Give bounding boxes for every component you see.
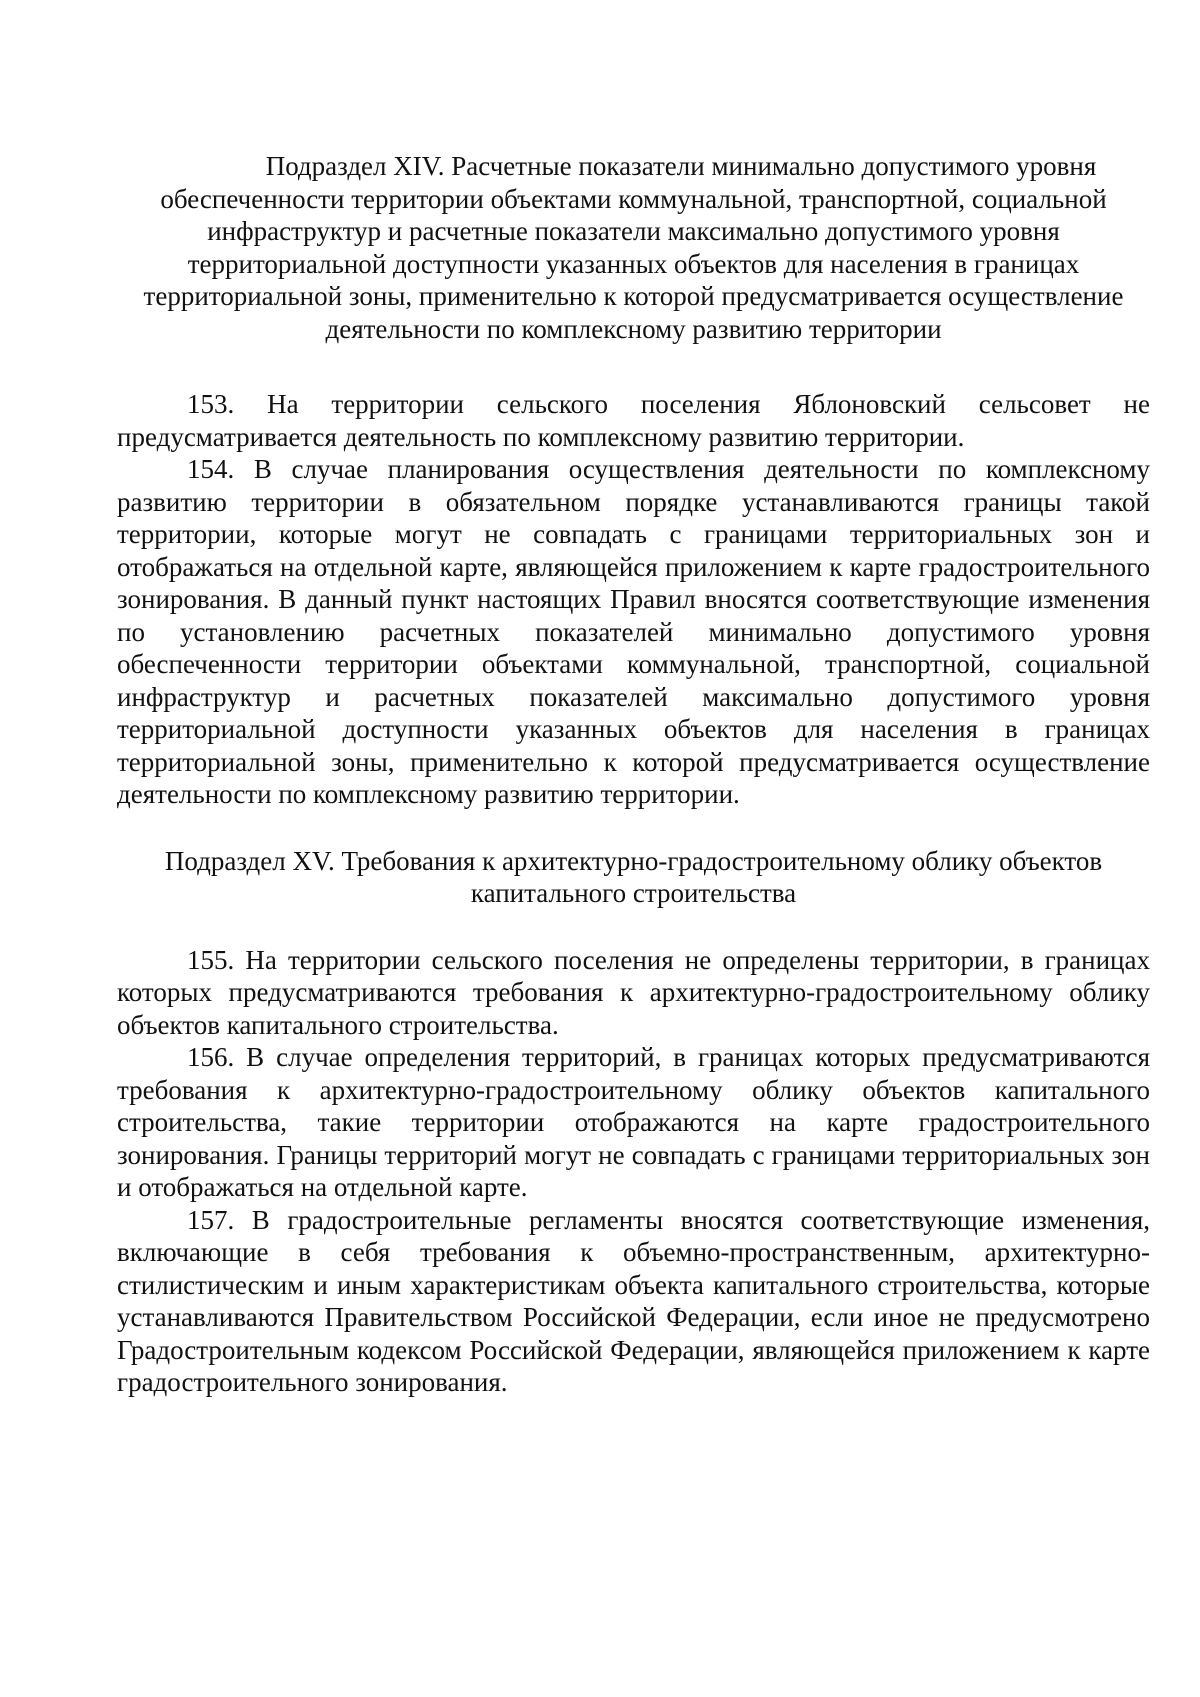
paragraph-154: 154. В случае планирования осуществления деятельности по комплексному развитию территории в обязательном порядке устанавливаются границы такой территории, которые могут не совпадать с границами территориальных зон и отображаться на отдельной карте, являющейся приложением к карте градостроительного зонирования. В данный пункт настоящих Правил вносятся соответствующие изменения по установлению расчетных показателей минимально допустимого уровня обеспеченности территории объектами коммунальной, транспортной, социальной инфраструктур и расчетных показателей максимально допустимого уровня территориальной доступности указанных объектов для населения в границах территориальной зоны, применительно к которой предусматривается осуществление деятельности по комплексному развитию территории. xyxy=(117,454,1150,809)
section-heading-xv: Подраздел XV. Требования к архитектурно-градостроительному облику объектов капитального строительства xyxy=(164,845,1103,908)
paragraph-156: 156. В случае определения территорий, в границах которых предусматриваются требования к архитектурно-градостроительному облику объектов капитального строительства, такие территории отображаются на карте градостроительного зонирования. Границы территорий могут не совпадать с границами территориальных зон и отображаться на отдельной карте. xyxy=(117,1042,1150,1202)
paragraph-155: 155. На территории сельского поселения не определены территории, в границах которых предусматриваются требования к архитектурно-градостроительному облику объектов капитального строительства. xyxy=(117,944,1150,1040)
spacer xyxy=(117,345,1150,388)
spacer xyxy=(117,910,1150,944)
spacer xyxy=(117,811,1150,845)
section-heading-xiv: Подраздел XIV. Расчетные показатели минимально допустимого уровня обеспеченности территории объектами коммунальной, транспортной, социальной инфраструктур и расчетные показатели максимально допустимого уровня территориальной доступности указанных объектов для населения в границах территориальной зоны, применительно к которой предусматривается осуществление деятельности по комплексному развитию территории xyxy=(143,151,1124,344)
paragraph-153: 153. На территории сельского поселения Яблоновский сельсовет не предусматривается деятельность по комплексному развитию территории. xyxy=(117,389,1150,452)
document-body xyxy=(117,150,1150,1399)
paragraph-157: 157. В градостроительные регламенты вносятся соответствующие изменения, включающие в себя требования к объемно-пространственным, архитектурно-стилистическим и иным характеристикам объекта капитального строительства, которые устанавливаются Правительством Российской Федерации, если иное не предусмотрено Градостроительным кодексом Российской Федерации, являющейся приложением к карте градостроительного зонирования. xyxy=(117,1204,1150,1397)
